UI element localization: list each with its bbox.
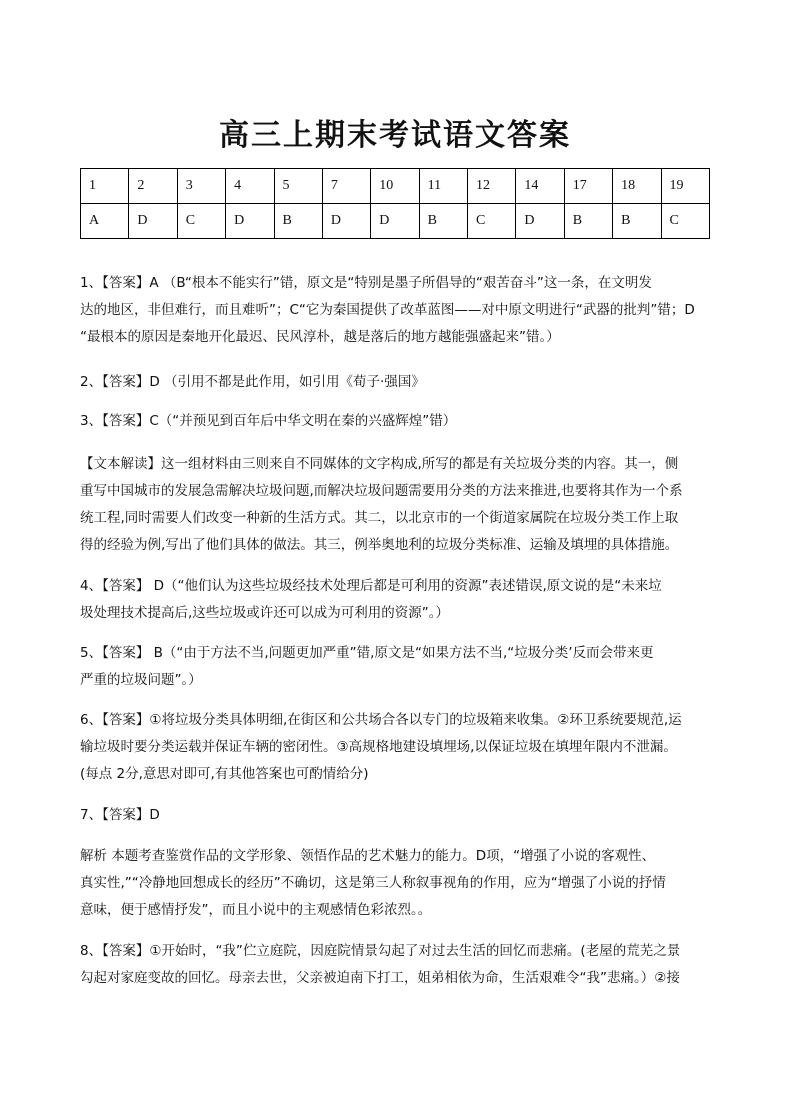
answer-paragraph-7: 7、【答案】D	[80, 807, 160, 823]
answer-cell: B	[419, 204, 467, 239]
question-number-cell: 4	[226, 169, 274, 204]
question-number-cell: 7	[322, 169, 370, 204]
answer-cell: D	[226, 204, 274, 239]
answer-cell: B	[613, 204, 661, 239]
question-number-cell: 3	[177, 169, 225, 204]
answer-cell: C	[468, 204, 516, 239]
question-number-cell: 18	[613, 169, 661, 204]
answer-cell: D	[322, 204, 370, 239]
answer-paragraph-8: 8、【答案】①开始时，“我”伫立庭院，因庭院情景勾起了对过去生活的回忆而悲痛。(老屋的荒芜之景 勾起对家庭变故的回忆。母亲去世，父亲被迫南下打工，姐弟相依为命，生活艰难令“我”悲痛。）②接	[80, 943, 681, 986]
answer-cell: B	[564, 204, 612, 239]
answer-paragraph-5: 5、【答案】 B（“由于方法不当,问题更加严重”错,原文是“如果方法不当,“垃圾分类’反而会带来更 严重的垃圾问题”。）	[80, 645, 654, 688]
answer-row	[81, 204, 710, 239]
answer-cell: D	[129, 204, 177, 239]
question-number-cell: 5	[274, 169, 322, 204]
question-number-cell: 1	[81, 169, 129, 204]
answer-cell: A	[81, 204, 129, 239]
question-number-cell: 2	[129, 169, 177, 204]
answer-paragraph-2: 2、【答案】D （引用不都是此作用，如引用《荀子·强国》	[80, 374, 425, 390]
answer-table	[80, 168, 710, 239]
answer-cell: D	[516, 204, 564, 239]
answer-paragraph-6: 6、【答案】①将垃圾分类具体明细,在街区和公共场合各以专门的垃圾箱来收集。②环卫系统要规范,运 输垃圾时要分类运载并保证车辆的密闭性。③高规格地建设填埋场,以保证垃圾在填埋年限内不泄漏。 (每点 2分,意思对即可,有其他答案也可酌情给分)	[80, 712, 682, 782]
answer-cell: D	[371, 204, 419, 239]
question-number-cell: 17	[564, 169, 612, 204]
answer-paragraph-4: 4、【答案】 D（“他们认为这些垃圾经技术处理后都是可利用的资源”表述错误,原文说的是“未来垃 圾处理技术提高后,这些垃圾或许还可以成为可利用的资源”。）	[80, 578, 662, 621]
page-title: 高三上期末考试语文答案	[219, 118, 571, 153]
analysis-paragraph: 解析 本题考查鉴赏作品的文学形象、领悟作品的艺术魅力的能力。D项，“增强了小说的客观性、 真实性,”“冷静地回想成长的经历”不确切，这是第三人称叙事视角的作用，应为“增强了小说的抒情 意味，便于感情抒发”，而且小说中的主观感情色彩浓烈。。	[80, 848, 666, 918]
question-number-row	[81, 169, 710, 204]
answer-paragraph-1: 1、【答案】A （B“根本不能实行”错，原文是“特别是墨子所倡导的“艰苦奋斗”这一条，在文明发 达的地区，非但难行，而且难听”；C“它为秦国提供了改革蓝图——对中原文明进行“武器的批判”错；D “最根本的原因是秦地开化最迟、民风淳朴，越是落后的地方越能强盛起来”错。）	[80, 275, 695, 345]
question-number-cell: 10	[371, 169, 419, 204]
text-interpretation-paragraph: 【文本解读】这一组材料由三则来自不同媒体的文字构成,所写的都是有关垃圾分类的内容。其一，侧 重写中国城市的发展急需解决垃圾问题,而解决垃圾问题需要用分类的方法来推进,也要将其作为一个系 统工程,同时需要人们改变一种新的生活方式。其二，以北京市的一个街道家属院在垃圾分类工作上取 得的经验为例,写出了他们具体的做法。其三，例举奥地利的垃圾分类标准、运输及填埋的具体措施。	[80, 456, 683, 553]
question-number-cell: 11	[419, 169, 467, 204]
question-number-cell: 14	[516, 169, 564, 204]
question-number-cell: 19	[661, 169, 710, 204]
answer-paragraph-3: 3、【答案】C（“并预见到百年后中华文明在秦的兴盛辉煌”错）	[80, 413, 457, 429]
answer-cell: B	[274, 204, 322, 239]
answer-cell: C	[177, 204, 225, 239]
answer-cell: C	[661, 204, 710, 239]
question-number-cell: 12	[468, 169, 516, 204]
